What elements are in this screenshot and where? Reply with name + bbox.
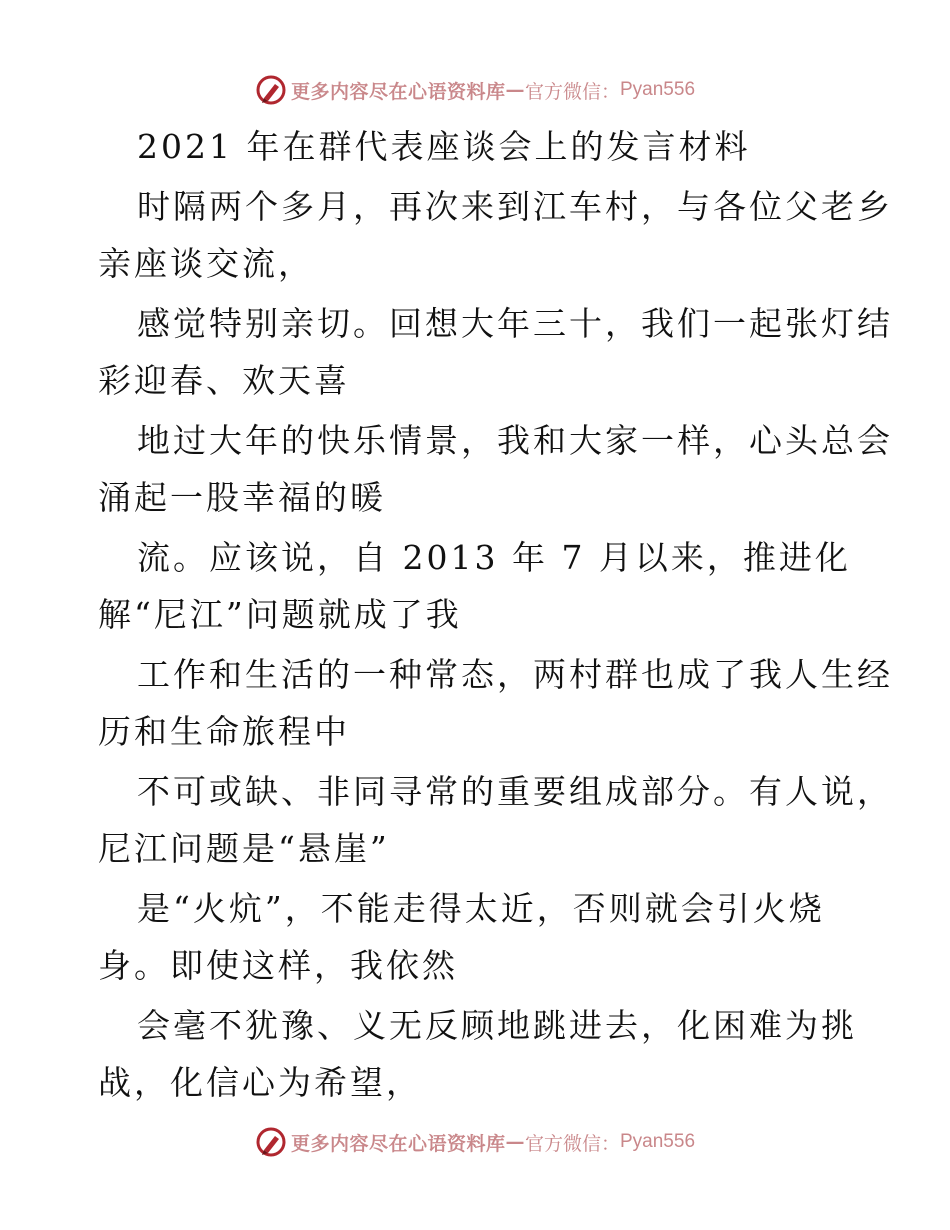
paragraph-line: 解“尼江”问题就成了我 [98, 595, 462, 634]
paragraph-line: 历和生命旅程中 [98, 712, 350, 751]
pen-logo-icon [255, 74, 287, 106]
paragraph-line: 涌起一股幸福的暖 [98, 478, 386, 517]
banner-site-name: 更多内容尽在心语资料库 [290, 1132, 506, 1155]
paragraph-line: 尼江问题是“悬崖” [98, 829, 390, 868]
banner-wechat-id: Pyan556 [620, 1131, 696, 1152]
banner-wechat-id: Pyan556 [620, 79, 696, 100]
paragraph-line: 会毫不犹豫、义无反顾地跳进去，化困难为挑 [137, 1006, 857, 1045]
paragraph-line: 工作和生活的一种常态，两村群也成了我人生经 [137, 655, 893, 694]
banner-wechat-label: 官方微信： [524, 80, 620, 103]
paragraph-line: 流。应该说，自 2013 年 7 月以来，推进化 [137, 538, 851, 577]
paragraph-line: 不可或缺、非同寻常的重要组成部分。有人说， [137, 772, 893, 811]
paragraph-line: 是“火炕”，不能走得太近，否则就会引火烧 [137, 889, 825, 928]
paragraph-line: 时隔两个多月，再次来到江车村，与各位父老乡 [137, 187, 893, 226]
paragraph-line: 感觉特别亲切。回想大年三十，我们一起张灯结 [137, 304, 893, 343]
paragraph-line: 身。即使这样，我依然 [98, 946, 458, 985]
paragraph-line: 地过大年的快乐情景，我和大家一样，心头总会 [137, 421, 893, 460]
pen-logo-icon [255, 1126, 287, 1158]
banner-dash: — [505, 79, 525, 101]
header-banner [0, 70, 950, 110]
paragraph-line: 彩迎春、欢天喜 [98, 361, 350, 400]
paragraph-line: 战，化信心为希望， [98, 1063, 422, 1102]
banner-dash: — [505, 1131, 525, 1153]
banner-wechat-label: 官方微信： [524, 1132, 620, 1155]
banner-site-name: 更多内容尽在心语资料库 [290, 80, 506, 103]
footer-banner [0, 1122, 950, 1162]
paragraph-line: 亲座谈交流， [98, 244, 314, 283]
document-title: 2021 年在群代表座谈会上的发言材料 [137, 127, 751, 166]
